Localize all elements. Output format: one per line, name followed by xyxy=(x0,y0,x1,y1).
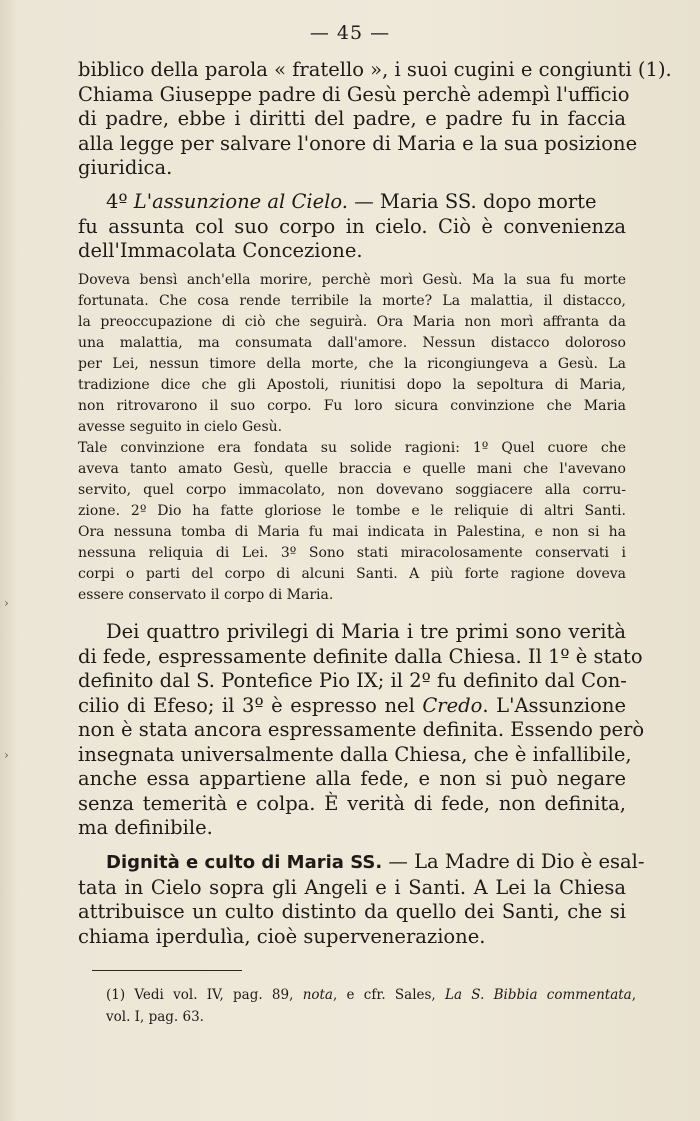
text-line: nessuna reliquia di Lei. 3º Sono stati miracolosamente conservati i xyxy=(78,545,626,561)
text-line: Doveva bensì anch'ella morire, perchè morì Gesù. Ma la sua fu morte xyxy=(78,272,626,288)
text-line: chiama iperdulìa, cioè supervenerazione. xyxy=(78,924,486,948)
section-text: — Maria SS. dopo morte xyxy=(354,190,597,213)
page-number: — 45 — xyxy=(309,22,391,44)
section-heading-line xyxy=(78,190,626,215)
text-line: di padre, ebbe i diritti del padre, e padre fu in faccia xyxy=(78,107,626,130)
footnote xyxy=(106,984,636,1028)
text-line: fortunata. Che cosa rende terribile la morte? La malattia, il distacco, xyxy=(78,293,626,309)
text-line: senza temerità e colpa. È verità di fede, non definita, xyxy=(78,791,626,815)
text-line: per Lei, nessun timore della morte, che la ricongiungeva a Gesù. La xyxy=(78,356,626,372)
text-segment: . L'Assunzione xyxy=(482,693,627,717)
text-line: di fede, espressamente definite dalla Chiesa. Il 1º è stato xyxy=(78,644,643,668)
text-line: biblico della parola « fratello », i suoi cugini e congiunti (1). xyxy=(78,58,672,81)
text-line: attribuisce un culto distinto da quello dei Santi, che si xyxy=(78,900,626,923)
smallprint-ragioni xyxy=(78,438,626,606)
section-title: L'assunzione al Cielo. xyxy=(133,190,348,213)
section-assunzione xyxy=(78,190,626,264)
text-segment: , xyxy=(631,987,637,1003)
dignita-heading: Dignità e culto di Maria SS. xyxy=(106,852,383,873)
margin-mark: › xyxy=(4,596,9,610)
text-line: non ritrovarono il suo corpo. Fu loro sicura convinzione che Maria xyxy=(78,398,626,414)
text-line: dell'Immacolata Concezione. xyxy=(78,239,363,262)
text-line: Ora nessuna tomba di Maria fu mai indicata in Palestina, e non si ha xyxy=(78,524,626,540)
text-line: servito, quel corpo immacolato, non dovevano soggiacere alla corru- xyxy=(78,482,626,498)
text-line: non è stata ancora espressamente definita. Essendo però xyxy=(78,718,645,741)
text-line: Tale convinzione era fondata su solide ragioni: 1º Quel cuore che xyxy=(78,440,626,456)
text-line: corpi o parti del corpo di alcuni Santi. A più forte ragione doveva xyxy=(78,566,626,582)
text-line: anche essa appartiene alla fede, e non si può negare xyxy=(78,767,626,790)
footnote-line xyxy=(106,984,636,1006)
section-number: 4º xyxy=(106,190,128,213)
text-line: Chiama Giuseppe padre di Gesù perchè adempì l'ufficio xyxy=(78,82,630,106)
text-line: ma definibile. xyxy=(78,816,213,839)
text-line: definito dal S. Pontefice Pio IX; il 2º fu definito dal Con- xyxy=(78,669,627,692)
paragraph-giuseppe xyxy=(78,58,672,181)
text-line xyxy=(78,694,626,719)
paragraph-privilegi xyxy=(78,620,645,841)
text-line xyxy=(78,850,645,876)
text-line: Dei quattro privilegi di Maria i tre primi sono verità xyxy=(106,620,626,643)
text-line: avesse seguito in cielo Gesù. xyxy=(78,419,283,435)
text-line: la preoccupazione di ciò che seguirà. Ora Maria non morì affranta da xyxy=(78,314,626,330)
text-line: tata in Cielo sopra gli Angeli e i Santi. A Lei la Chiesa xyxy=(78,875,626,899)
text-line: tradizione dice che gli Apostoli, riunitisi dopo la sepoltura di Maria, xyxy=(78,377,626,393)
footnote-nota: nota xyxy=(302,987,333,1003)
text-line: aveva tanto amato Gesù, quelle braccia e quelle mani che l'avevano xyxy=(78,461,626,477)
credo-italic: Credo xyxy=(422,693,483,717)
text-line: zione. 2º Dio ha fatte gloriose le tombe e le reliquie di altri Santi. xyxy=(78,503,626,519)
text-segment: (1) Vedi vol. IV, pag. 89, xyxy=(106,987,294,1003)
text-line: essere conservato il corpo di Maria. xyxy=(78,587,334,603)
text-segment: cilio di Efeso; il 3º è espresso nel xyxy=(78,693,415,717)
paragraph-dignita xyxy=(78,850,645,949)
text-line: una malattia, ma consumata dall'amore. Nessun distacco doloroso xyxy=(78,335,626,351)
text-line: alla legge per salvare l'onore di Maria e la sua posizione xyxy=(78,131,638,155)
text-line: insegnata universalmente dalla Chiesa, che è infallibile, xyxy=(78,742,632,766)
footnote-work: La S. Bibbia commentata xyxy=(445,987,632,1003)
text-segment: , e cfr. Sales, xyxy=(332,987,436,1003)
footnote-divider xyxy=(92,970,242,971)
text-line: giuridica. xyxy=(78,156,173,179)
smallprint-morte xyxy=(78,270,626,438)
footnote-line: vol. I, pag. 63. xyxy=(106,1009,204,1025)
text-segment: — La Madre di Dio è esal- xyxy=(388,850,645,873)
text-line: fu assunta col suo corpo in cielo. Ciò è convenienza xyxy=(78,214,626,238)
margin-mark: › xyxy=(4,748,9,762)
